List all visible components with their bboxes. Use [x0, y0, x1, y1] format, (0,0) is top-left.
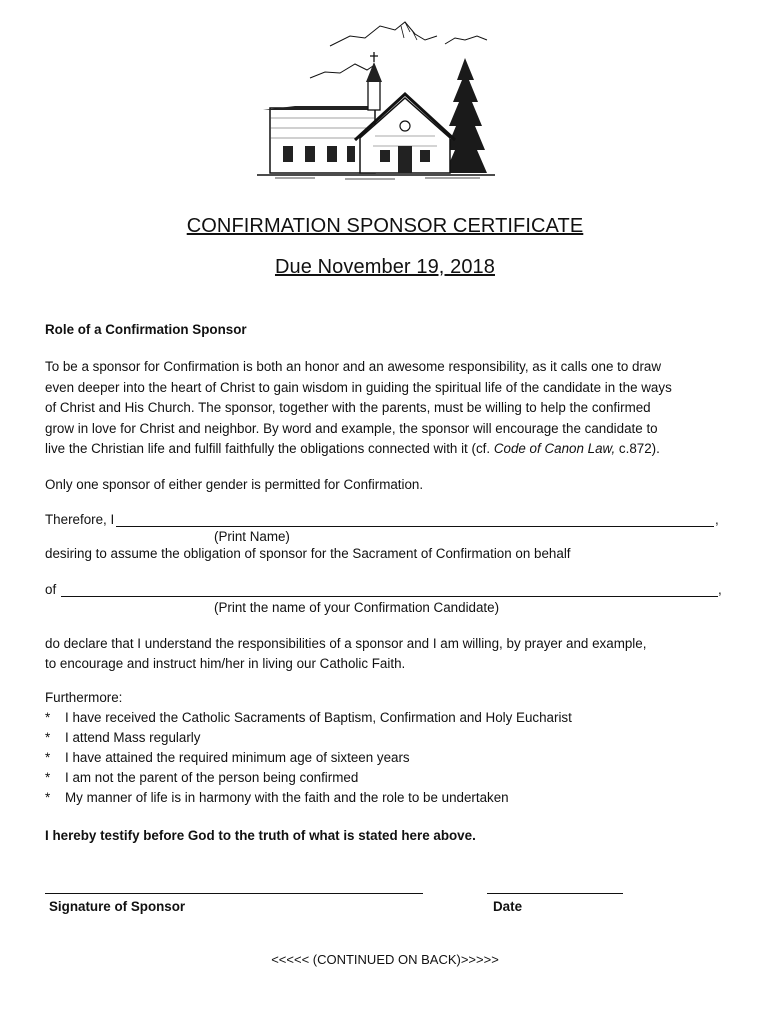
bullet-star: * — [45, 730, 51, 745]
list-item-text: I am not the parent of the person being confirmed — [65, 770, 359, 785]
candidate-name-field[interactable] — [61, 596, 718, 597]
bullet-star: * — [45, 710, 51, 725]
sponsor-signature-field[interactable] — [45, 893, 423, 894]
gender-note: Only one sponsor of either gender is permitted for Confirmation. — [45, 477, 424, 492]
testimony-statement: I hereby testify before God to the truth of what is stated here above. — [45, 828, 476, 843]
furthermore-label: Furthermore: — [45, 690, 123, 705]
of-comma: , — [718, 582, 722, 597]
list-item-text: I have attained the required minimum age of sixteen years — [65, 750, 410, 765]
date-field[interactable] — [487, 893, 623, 894]
list-item — [45, 768, 572, 788]
role-line-end: c.872). — [615, 441, 660, 456]
role-paragraph — [45, 357, 735, 460]
declaration — [45, 634, 735, 674]
of-label: of — [45, 582, 57, 597]
list-item — [45, 708, 572, 728]
church-illustration-icon — [255, 18, 500, 183]
role-line-start: live the Christian life and fulfill faithfully the obligations connected with it (cf. — [45, 441, 494, 456]
role-line: of Christ and His Church. The sponsor, together with the parents, must be willing to help the confirmed — [45, 400, 651, 415]
sponsor-name-field[interactable] — [116, 526, 714, 527]
bullet-star: * — [45, 750, 51, 765]
candidate-caption: (Print the name of your Confirmation Candidate) — [214, 600, 500, 615]
role-heading: Role of a Confirmation Sponsor — [45, 322, 247, 337]
bullet-star: * — [45, 770, 51, 785]
declaration-line: do declare that I understand the responsibilities of a sponsor and I am willing, by prayer and example, — [45, 636, 647, 651]
signature-label: Signature of Sponsor — [49, 899, 186, 914]
requirements-list — [45, 688, 572, 808]
role-line: grow in love for Christ and neighbor. By word and example, the sponsor will encourage the candidate to — [45, 420, 658, 436]
list-item — [45, 728, 572, 748]
role-line — [45, 439, 735, 460]
list-item-text: My manner of life is in harmony with the faith and the role to be undertaken — [65, 790, 509, 805]
declaration-line: to encourage and instruct him/her in living our Catholic Faith. — [45, 656, 406, 671]
date-label: Date — [493, 899, 523, 914]
therefore-label: Therefore, I — [45, 512, 115, 527]
role-line: even deeper into the heart of Christ to gain wisdom in guiding the spiritual life of the candidate in the ways — [45, 379, 672, 395]
desiring-text: desiring to assume the obligation of sponsor for the Sacrament of Confirmation on behalf — [45, 546, 571, 561]
therefore-comma: , — [715, 512, 719, 527]
list-item — [45, 788, 572, 808]
due-date: Due November 19, 2018 — [274, 256, 495, 278]
list-item-text: I have received the Catholic Sacraments of Baptism, Confirmation and Holy Eucharist — [65, 710, 572, 725]
canon-law-citation: Code of Canon Law, — [493, 441, 616, 456]
print-name-caption: (Print Name) — [214, 529, 290, 544]
role-line: To be a sponsor for Confirmation is both an honor and an awesome responsibility, as it calls one to draw — [45, 359, 662, 374]
list-item — [45, 748, 572, 768]
certificate-title: CONFIRMATION SPONSOR CERTIFICATE — [186, 215, 584, 237]
continued-on-back: <<<<< (CONTINUED ON BACK)>>>>> — [271, 952, 499, 967]
list-item-text: I attend Mass regularly — [65, 730, 201, 745]
bullet-star: * — [45, 790, 51, 805]
